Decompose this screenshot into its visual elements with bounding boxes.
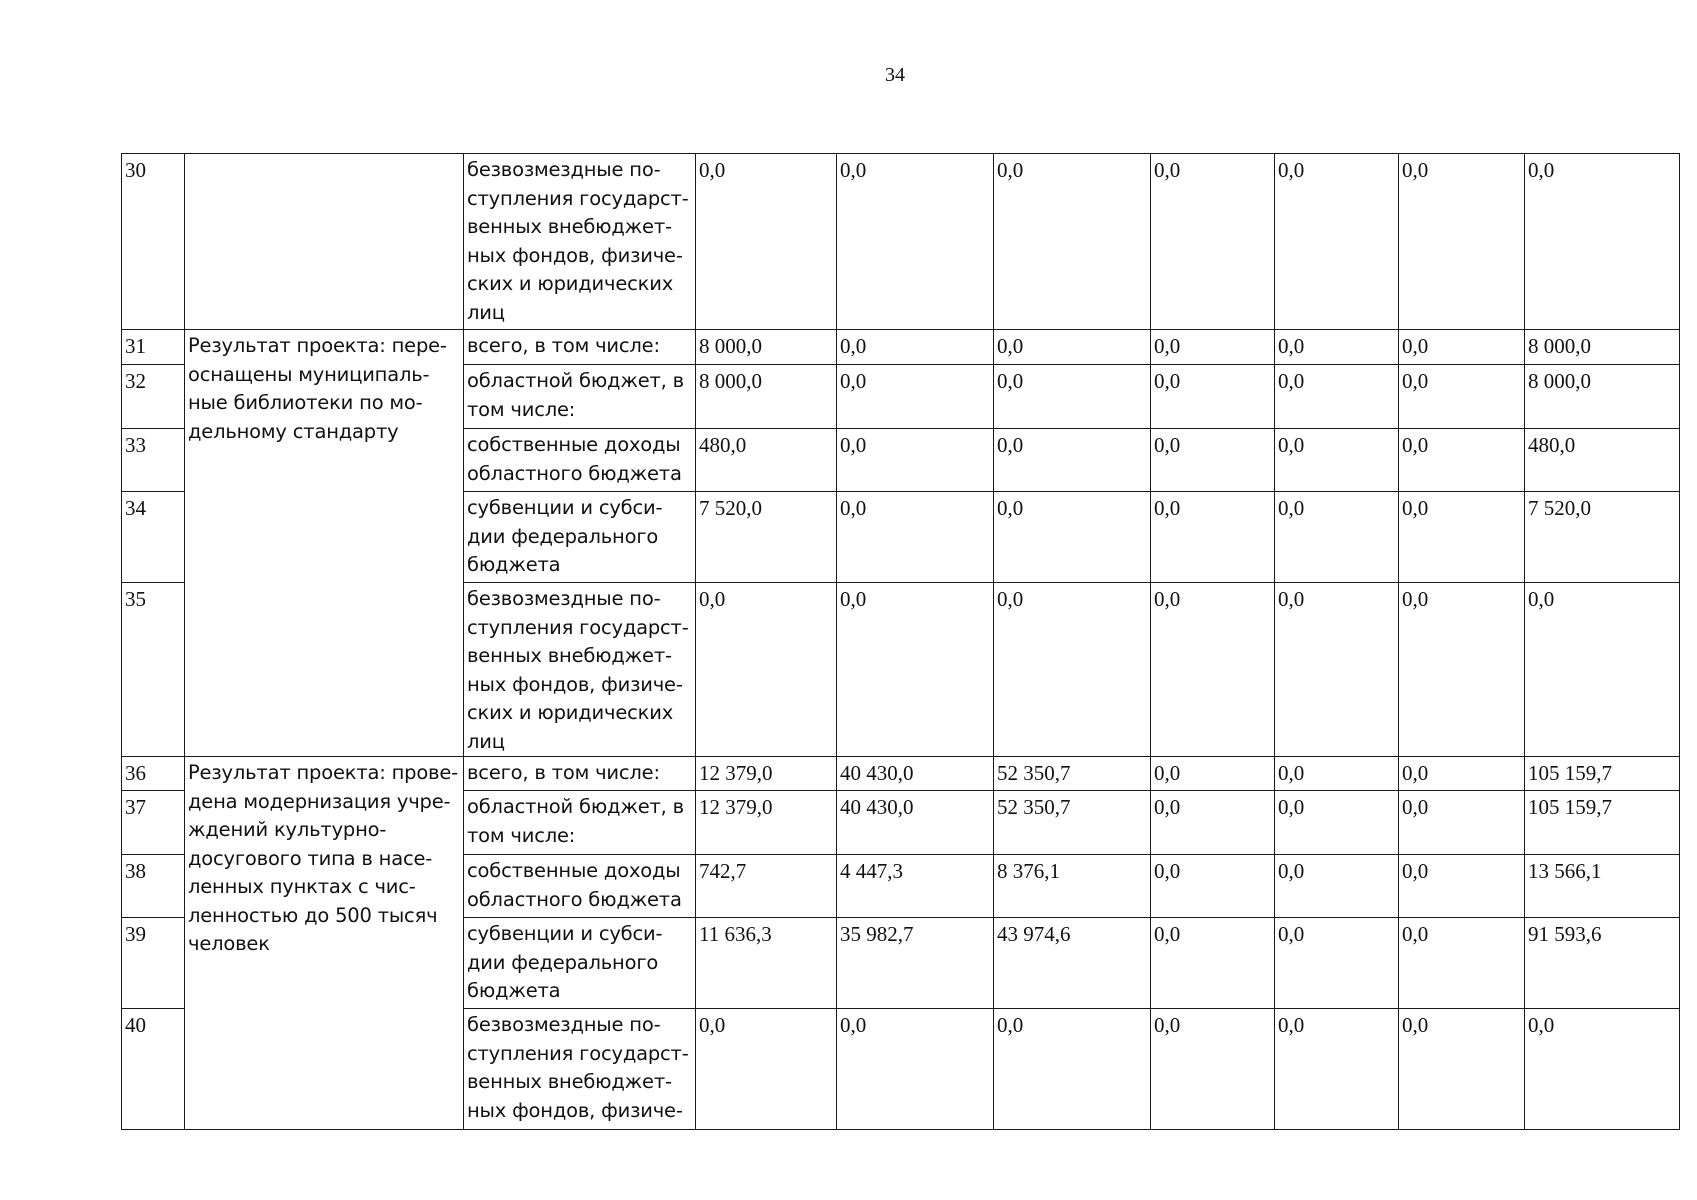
value-cell: 0,0 (1275, 583, 1399, 757)
value-cell: 0,0 (837, 365, 994, 429)
value-cell: 0,0 (1399, 330, 1525, 365)
row-number: 34 (122, 492, 185, 583)
funding-source-label: субвенции и субси- дии федерального бюджета (464, 492, 696, 583)
funding-source-label: субвенции и субси- дии федерального бюджета (464, 918, 696, 1009)
value-cell: 0,0 (1399, 492, 1525, 583)
table-row (122, 330, 1680, 365)
value-cell: 0,0 (1275, 365, 1399, 429)
total-cell: 8 000,0 (1525, 330, 1680, 365)
value-cell: 40 430,0 (837, 791, 994, 855)
value-cell: 0,0 (1151, 791, 1275, 855)
project-result-label: Результат проекта: прове- дена модернизация учре- ждений культурно- досугового типа в насе- ленных пунктах с чис- ленностью до 500 тысяч человек (185, 757, 464, 1130)
value-cell: 480,0 (696, 429, 837, 492)
value-cell: 0,0 (837, 583, 994, 757)
total-cell: 13 566,1 (1525, 855, 1680, 918)
value-cell: 0,0 (696, 1009, 837, 1130)
value-cell: 0,0 (1151, 154, 1275, 330)
value-cell: 0,0 (1151, 757, 1275, 791)
table-row (122, 154, 1680, 330)
funding-source-label: безвозмездные по- ступления государст- венных внебюджет- ных фондов, физиче- ских и юридических лиц (464, 154, 696, 330)
value-cell: 12 379,0 (696, 791, 837, 855)
value-cell: 0,0 (1275, 330, 1399, 365)
value-cell: 0,0 (1275, 757, 1399, 791)
value-cell: 0,0 (1399, 918, 1525, 1009)
value-cell: 742,7 (696, 855, 837, 918)
value-cell: 0,0 (1275, 492, 1399, 583)
value-cell: 0,0 (1275, 918, 1399, 1009)
value-cell: 0,0 (1275, 855, 1399, 918)
total-cell: 7 520,0 (1525, 492, 1680, 583)
value-cell: 35 982,7 (837, 918, 994, 1009)
funding-source-label: всего, в том числе: (464, 330, 696, 365)
row-number: 36 (122, 757, 185, 791)
value-cell: 0,0 (1399, 855, 1525, 918)
value-cell: 8 000,0 (696, 330, 837, 365)
funding-source-label: собственные доходы областного бюджета (464, 855, 696, 918)
value-cell: 0,0 (696, 154, 837, 330)
value-cell: 0,0 (994, 429, 1151, 492)
value-cell: 0,0 (1151, 429, 1275, 492)
funding-source-label: областной бюджет, в том числе: (464, 791, 696, 855)
value-cell: 12 379,0 (696, 757, 837, 791)
total-cell: 105 159,7 (1525, 791, 1680, 855)
value-cell: 0,0 (1275, 1009, 1399, 1130)
value-cell: 0,0 (1151, 918, 1275, 1009)
value-cell: 43 974,6 (994, 918, 1151, 1009)
value-cell: 0,0 (837, 1009, 994, 1130)
value-cell: 0,0 (1399, 365, 1525, 429)
funding-source-label: всего, в том числе: (464, 757, 696, 791)
value-cell: 0,0 (837, 154, 994, 330)
value-cell: 0,0 (1151, 365, 1275, 429)
total-cell: 105 159,7 (1525, 757, 1680, 791)
value-cell: 0,0 (994, 154, 1151, 330)
value-cell: 0,0 (1399, 583, 1525, 757)
value-cell: 0,0 (1399, 429, 1525, 492)
value-cell: 0,0 (994, 583, 1151, 757)
value-cell: 0,0 (1151, 330, 1275, 365)
value-cell: 0,0 (1275, 429, 1399, 492)
row-number: 37 (122, 791, 185, 855)
total-cell: 0,0 (1525, 583, 1680, 757)
total-cell: 91 593,6 (1525, 918, 1680, 1009)
budget-table (121, 153, 1680, 1130)
row-number: 32 (122, 365, 185, 429)
value-cell: 0,0 (1399, 154, 1525, 330)
value-cell: 0,0 (1275, 154, 1399, 330)
value-cell: 4 447,3 (837, 855, 994, 918)
total-cell: 8 000,0 (1525, 365, 1680, 429)
value-cell: 0,0 (837, 492, 994, 583)
page-number: 34 (885, 64, 905, 86)
value-cell: 0,0 (994, 492, 1151, 583)
value-cell: 8 376,1 (994, 855, 1151, 918)
value-cell: 0,0 (994, 365, 1151, 429)
funding-source-label: безвозмездные по- ступления государст- венных внебюджет- ных фондов, физиче- (464, 1009, 696, 1130)
row-number: 31 (122, 330, 185, 365)
value-cell: 40 430,0 (837, 757, 994, 791)
value-cell: 0,0 (1151, 855, 1275, 918)
empty-result-cell (185, 154, 464, 330)
funding-source-label: безвозмездные по- ступления государст- венных внебюджет- ных фондов, физиче- ских и юридических лиц (464, 583, 696, 757)
total-cell: 480,0 (1525, 429, 1680, 492)
value-cell: 0,0 (994, 330, 1151, 365)
value-cell: 0,0 (1151, 583, 1275, 757)
value-cell: 0,0 (1151, 1009, 1275, 1130)
value-cell: 0,0 (1399, 1009, 1525, 1130)
value-cell: 0,0 (1151, 492, 1275, 583)
total-cell: 0,0 (1525, 154, 1680, 330)
funding-source-label: областной бюджет, в том числе: (464, 365, 696, 429)
value-cell: 0,0 (1275, 791, 1399, 855)
row-number: 33 (122, 429, 185, 492)
value-cell: 7 520,0 (696, 492, 837, 583)
value-cell: 0,0 (1399, 757, 1525, 791)
funding-source-label: собственные доходы областного бюджета (464, 429, 696, 492)
row-number: 30 (122, 154, 185, 330)
value-cell: 8 000,0 (696, 365, 837, 429)
value-cell: 0,0 (994, 1009, 1151, 1130)
value-cell: 52 350,7 (994, 791, 1151, 855)
row-number: 40 (122, 1009, 185, 1130)
row-number: 38 (122, 855, 185, 918)
value-cell: 0,0 (696, 583, 837, 757)
value-cell: 0,0 (1399, 791, 1525, 855)
value-cell: 0,0 (837, 330, 994, 365)
total-cell: 0,0 (1525, 1009, 1680, 1130)
project-result-label: Результат проекта: пере- оснащены муниципаль- ные библиотеки по мо- дельному стандарту (185, 330, 464, 757)
value-cell: 52 350,7 (994, 757, 1151, 791)
row-number: 39 (122, 918, 185, 1009)
table-row (122, 757, 1680, 791)
row-number: 35 (122, 583, 185, 757)
value-cell: 11 636,3 (696, 918, 837, 1009)
value-cell: 0,0 (837, 429, 994, 492)
